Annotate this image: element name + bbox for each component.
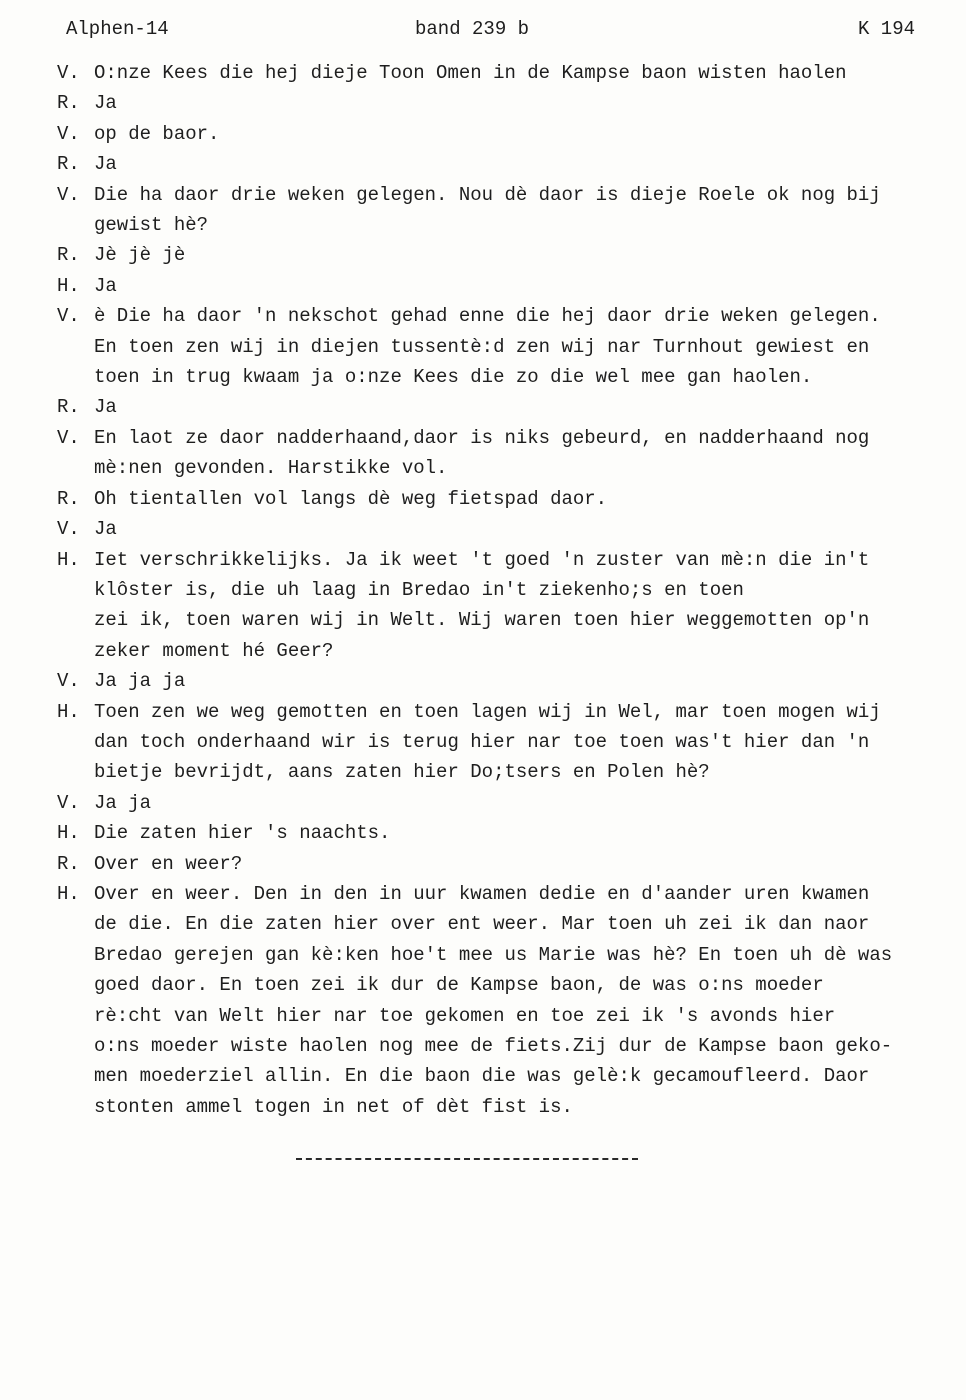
transcript-turn [57,271,957,301]
transcript-turn [57,514,957,544]
page-header [0,18,966,44]
transcript [57,58,957,1122]
utterance [94,697,957,788]
utterance-line: de die. En die zaten hier over ent weer. Mar toen uh zei ik dan naor [94,913,870,936]
speaker-label: R. [57,244,80,267]
utterance [94,149,957,179]
utterance-line: Ja [94,92,117,115]
utterance-line: goed daor. En toen zei ik dur de Kampse baon, de was o:ns moeder [94,974,824,997]
speaker-label: H. [57,274,80,297]
utterance [94,392,957,422]
utterance-line: En toen zen wij in diejen tussentè:d zen wij nar Turnhout gewiest en [94,335,870,358]
speaker-label: R. [57,852,80,875]
transcript-turn [57,545,957,667]
utterance-line: Iet verschrikkelijks. Ja ik weet 't goed 'n zuster van mè:n die in't [94,548,870,571]
end-divider [296,1158,638,1160]
utterance [94,666,957,696]
speaker-label: H. [57,700,80,723]
utterance-line: Oh tientallen vol langs dè weg fietspad daor. [94,487,608,510]
transcript-turn [57,240,957,270]
utterance-line: mè:nen gevonden. Harstikke vol. [94,457,448,480]
utterance-line: op de baor. [94,122,220,145]
speaker-label: H. [57,822,80,845]
utterance-line: bietje bevrijdt, aans zaten hier Do;tsers en Polen hè? [94,761,710,784]
speaker-label: R. [57,92,80,115]
transcript-turn [57,788,957,818]
transcript-turn [57,58,957,88]
speaker-label: V. [57,62,80,84]
utterance [94,879,957,1122]
speaker-label: V. [57,670,80,693]
header-archive-code: Alphen-14 [66,18,169,40]
transcript-turn [57,879,957,1122]
utterance-line: Ja ja [94,791,152,814]
utterance [94,788,957,818]
header-tape-number: band 239 b [415,18,530,40]
speaker-label: V. [57,122,80,145]
utterance-line: Ja [94,396,117,419]
transcript-turn [57,180,957,241]
utterance-line: Over en weer? [94,852,243,875]
utterance-line: O:nze Kees die hej dieje Toon Omen in de Kampse baon wisten haolen [94,62,847,84]
utterance-line: En laot ze daor nadderhaand,daor is niks gebeurd, en nadderhaand nog [94,426,870,449]
utterance-line: zeker moment hé Geer? [94,639,334,662]
utterance-line: o:ns moeder wiste haolen nog mee de fiets.Zij dur de Kampse baon geko- [94,1035,893,1057]
utterance [94,58,957,88]
speaker-label: R. [57,396,80,419]
utterance-line: Over en weer. Den in den in uur kwamen dedie en d'aander uren kwamen [94,882,870,905]
transcript-turn [57,666,957,696]
utterance [94,849,957,879]
header-page-number: K 194 [858,18,916,40]
utterance [94,180,957,241]
utterance [94,818,957,848]
speaker-label: R. [57,153,80,176]
utterance-line: toen in trug kwaam ja o:nze Kees die zo die wel mee gan haolen. [94,366,813,389]
utterance [94,119,957,149]
utterance-line: zei ik, toen waren wij in Welt. Wij waren toen hier weggemotten op'n [94,609,870,632]
speaker-label: V. [57,183,80,206]
speaker-label: R. [57,487,80,510]
utterance-line: Ja [94,274,117,297]
transcript-turn [57,849,957,879]
utterance [94,514,957,544]
utterance-line: men moederziel allin. En die baon die was gelè:k gecamoufleerd. Daor [94,1065,870,1088]
transcript-turn [57,392,957,422]
transcript-turn [57,149,957,179]
speaker-label: V. [57,791,80,814]
speaker-label: V. [57,518,80,541]
transcript-turn [57,818,957,848]
utterance-line: Bredao gerejen gan kè:ken hoe't mee us Marie was hè? En toen uh dè was [94,943,893,966]
utterance-line: Toen zen we weg gemotten en toen lagen wij in Wel, mar toen mogen wij [94,700,881,723]
utterance [94,240,957,270]
transcript-turn [57,301,957,392]
utterance-line: rè:cht van Welt hier nar toe gekomen en toe zei ik 's avonds hier [94,1004,836,1027]
utterance [94,484,957,514]
utterance [94,271,957,301]
utterance [94,423,957,484]
transcript-turn [57,697,957,788]
utterance-line: dan toch onderhaand wir is terug hier nar toe toen was't hier dan 'n [94,730,870,753]
utterance [94,301,957,392]
transcript-turn [57,423,957,484]
speaker-label: V. [57,426,80,449]
utterance-line: Ja [94,518,117,541]
speaker-label: V. [57,305,80,328]
utterance-line: Ja [94,153,117,176]
utterance [94,545,957,667]
utterance-line: è Die ha daor 'n nekschot gehad enne die hej daor drie weken gelegen. [94,305,881,328]
utterance-line: Die ha daor drie weken gelegen. Nou dè daor is dieje Roele ok nog bij [94,183,881,206]
utterance [94,88,957,118]
utterance-line: Die zaten hier 's naachts. [94,822,391,845]
utterance-line: klôster is, die uh laag in Bredao in't ziekenho;s en toen [94,578,744,601]
transcript-turn [57,88,957,118]
utterance-line: Jè jè jè [94,244,186,267]
speaker-label: H. [57,882,80,905]
speaker-label: H. [57,548,80,571]
transcript-turn [57,484,957,514]
transcript-turn [57,119,957,149]
utterance-line: Ja ja ja [94,670,186,693]
utterance-line: gewist hè? [94,214,209,237]
utterance-line: stonten ammel togen in net of dèt fist is. [94,1095,573,1118]
